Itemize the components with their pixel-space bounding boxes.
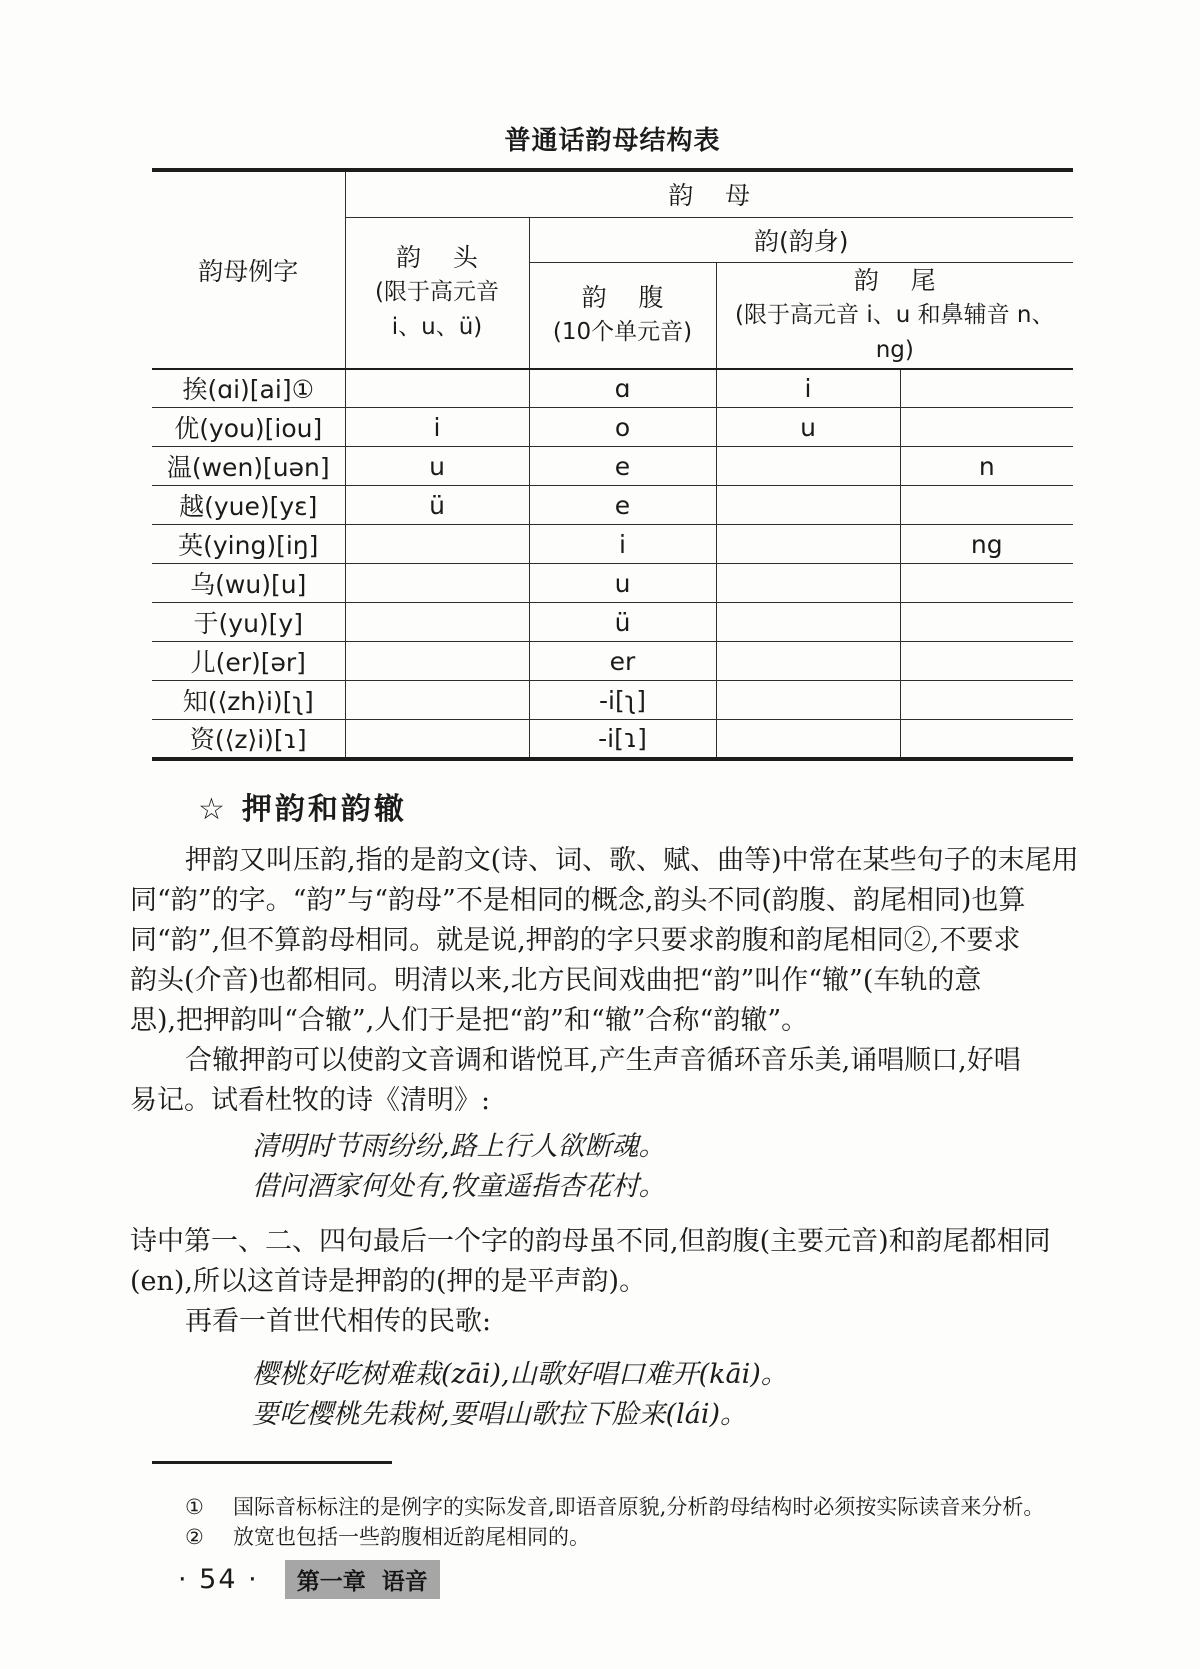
footnote-1 <box>185 1492 1145 1522</box>
example-cell: 越(yue)[yɛ] <box>152 486 345 525</box>
chapter-badge: 第一章 语音 <box>285 1560 440 1599</box>
head-cell <box>345 525 529 564</box>
tail-nasal-cell <box>900 603 1073 642</box>
tail-vowel-cell <box>716 564 900 603</box>
footnotes <box>185 1492 1145 1552</box>
belly-cell: e <box>529 447 716 486</box>
section-heading <box>198 784 407 828</box>
table-title: 普通话韵母结构表 <box>504 126 721 156</box>
header-yunwei-line2: (限于高元音 i、u 和鼻辅音 n、ng) <box>735 301 1055 363</box>
folk-song <box>252 1355 788 1435</box>
text-line: 韵头(介音)也都相同。明清以来,北方民间戏曲把“韵”叫作“辙”(车轨的意 <box>130 965 982 996</box>
footnote-divider <box>152 1461 392 1464</box>
text-line: 再看一首世代相传的民歌: <box>185 1306 492 1337</box>
tail-nasal-cell: ng <box>900 525 1073 564</box>
footnote-2 <box>185 1522 1145 1552</box>
table-row <box>152 681 1073 720</box>
header-yunmu: 韵 母 <box>345 170 1073 217</box>
table-row <box>152 564 1073 603</box>
header-yuntou-line1: 韵 头 <box>396 243 478 272</box>
footnote-marker: ① <box>185 1495 204 1519</box>
header-yunshen: 韵(韵身) <box>529 217 1073 262</box>
tail-nasal-cell <box>900 408 1073 447</box>
header-yunfu-line1: 韵 腹 <box>581 283 664 312</box>
tail-vowel-cell <box>716 486 900 525</box>
star-icon: ☆ <box>198 792 228 827</box>
tail-nasal-cell <box>900 369 1073 408</box>
footnote-text: 放宽也包括一些韵腹相近韵尾相同的。 <box>233 1525 590 1549</box>
header-yunfu-line2: (10个单元音) <box>552 319 693 345</box>
text-line: 合辙押韵可以使韵文音调和谐悦耳,产生声音循环音乐美,诵唱顺口,好唱 <box>185 1045 1021 1076</box>
belly-cell: i <box>529 525 716 564</box>
footnote-marker: ② <box>185 1525 204 1549</box>
tail-nasal-cell <box>900 564 1073 603</box>
head-cell <box>345 369 529 408</box>
header-yuntou-line3: i、u、ü) <box>391 314 483 340</box>
header-yunfu <box>529 262 716 369</box>
verse-line: 借问酒家何处有,牧童遥指杏花村。 <box>252 1171 666 1202</box>
tail-vowel-cell <box>716 525 900 564</box>
belly-cell: ɑ <box>529 369 716 408</box>
header-yunwei <box>716 262 1073 369</box>
tail-vowel-cell <box>716 681 900 720</box>
finals-structure-table <box>152 168 1073 761</box>
belly-cell: e <box>529 486 716 525</box>
table-row <box>152 642 1073 681</box>
text-line: 同“韵”的字。“韵”与“韵母”不是相同的概念,韵头不同(韵腹、韵尾相同)也算 <box>130 885 1026 916</box>
belly-cell: ü <box>529 603 716 642</box>
example-cell: 资(⟨z⟩i)[ɿ] <box>152 720 345 759</box>
example-cell: 优(you)[iou] <box>152 408 345 447</box>
section-heading-text: 押韵和韵辙 <box>241 792 407 827</box>
paragraph-analysis <box>130 1222 1082 1342</box>
text-line: 易记。试看杜牧的诗《清明》: <box>130 1085 491 1116</box>
table-row <box>152 447 1073 486</box>
tail-nasal-cell <box>900 681 1073 720</box>
tail-nasal-cell <box>900 720 1073 759</box>
head-cell <box>345 642 529 681</box>
text-line: 押韵又叫压韵,指的是韵文(诗、词、歌、赋、曲等)中常在某些句子的末尾用 <box>185 845 1079 876</box>
tail-nasal-cell <box>900 486 1073 525</box>
table-row <box>152 369 1073 408</box>
header-yuntou-line2: (限于高元音 <box>375 279 499 305</box>
table-row <box>152 408 1073 447</box>
belly-cell: u <box>529 564 716 603</box>
text-line: 思),把押韵叫“合辙”,人们于是把“韵”和“辙”合称“韵辙”。 <box>130 1005 809 1036</box>
tail-vowel-cell: i <box>716 369 900 408</box>
tail-nasal-cell: n <box>900 447 1073 486</box>
head-cell: ü <box>345 486 529 525</box>
belly-cell: -i[ɿ] <box>529 720 716 759</box>
belly-cell: -i[ʅ] <box>529 681 716 720</box>
table-row <box>152 720 1073 759</box>
head-cell: u <box>345 447 529 486</box>
header-yunwei-line1: 韵 尾 <box>853 265 936 295</box>
text-line: (en),所以这首诗是押韵的(押的是平声韵)。 <box>130 1266 647 1297</box>
head-cell <box>345 564 529 603</box>
example-cell: 知(⟨zh⟩i)[ʅ] <box>152 681 345 720</box>
header-example-col: 韵母例字 <box>152 170 345 369</box>
example-cell: 儿(er)[ər] <box>152 642 345 681</box>
page-number: · 54 · <box>178 1564 259 1595</box>
tail-vowel-cell: u <box>716 408 900 447</box>
text-line: 同“韵”,但不算韵母相同。就是说,押韵的字只要求韵腹和韵尾相同②,不要求 <box>130 925 1021 956</box>
head-cell <box>345 681 529 720</box>
tail-vowel-cell <box>716 642 900 681</box>
verse-line: 要吃樱桃先栽树,要唱山歌拉下脸来(lái)。 <box>252 1399 748 1430</box>
header-yuntou <box>345 217 529 369</box>
example-cell: 挨(ɑi)[ai]① <box>152 369 345 408</box>
example-cell: 温(wen)[uən] <box>152 447 345 486</box>
example-cell: 乌(wu)[u] <box>152 564 345 603</box>
table-row <box>152 525 1073 564</box>
belly-cell: o <box>529 408 716 447</box>
tail-nasal-cell <box>900 642 1073 681</box>
table-row <box>152 603 1073 642</box>
head-cell <box>345 603 529 642</box>
poem-qingming <box>252 1127 666 1207</box>
tail-vowel-cell <box>716 447 900 486</box>
head-cell: i <box>345 408 529 447</box>
tail-vowel-cell <box>716 603 900 642</box>
example-cell: 英(ying)[iŋ] <box>152 525 345 564</box>
paragraph-hezhe <box>130 1041 1082 1121</box>
belly-cell: er <box>529 642 716 681</box>
verse-line: 樱桃好吃树难栽(zāi),山歌好唱口难开(kāi)。 <box>252 1359 788 1390</box>
footnote-text: 国际音标标注的是例字的实际发音,即语音原貌,分析韵母结构时必须按实际读音来分析。 <box>233 1495 1045 1519</box>
verse-line: 清明时节雨纷纷,路上行人欲断魂。 <box>252 1131 666 1162</box>
example-cell: 于(yu)[y] <box>152 603 345 642</box>
paragraph-yayun-intro <box>130 841 1082 1041</box>
head-cell <box>345 720 529 759</box>
page-footer <box>178 1560 440 1599</box>
tail-vowel-cell <box>716 720 900 759</box>
text-line: 诗中第一、二、四句最后一个字的韵母虽不同,但韵腹(主要元音)和韵尾都相同 <box>130 1226 1051 1257</box>
table-row <box>152 486 1073 525</box>
